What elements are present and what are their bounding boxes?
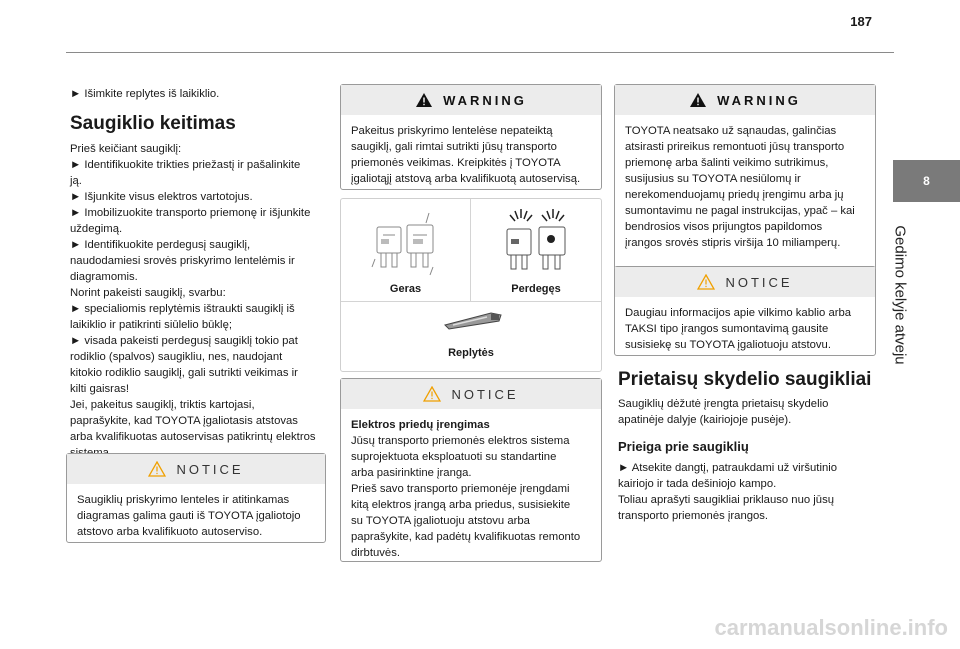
warning-triangle-icon	[689, 92, 707, 108]
section-body: Prieš keičiant saugiklį: ► Identifikuokite trikties priežastį ir pašalinkite ją. ► Išjunkite visus elektros vartotojus. ► Imobilizuokite transporto priemonę ir išjunkite uždegimą. ► Identifikuokite perdegusį saugiklį, naudodamiesi srovės priskyrimo lentelėmis ir diagramomis. Norint pakeisti saugiklį, svarbu: ► specialiomis replytėmis ištraukti saugiklį iš laikiklio ir patikrinti siūlelio būklę; ► visada pakeisti perdegusį saugiklį tokio pat rodiklio (spalvos) saugikliu, nes, naudojant kitokio rodiklio saugiklį, gali sutrikti veikimas ir kilti gaisras! Jei, pakeitus saugiklį, triktis kartojasi, paprašykite, kad TOYOTA įgaliotasis atstovas arba kvalifikuotas autoservisas patikrintų elektros	[70, 143, 316, 443]
dashboard-fuses-section: Prietaisų skydelio saugikliai Saugiklių dėžutė įrengta prietaisų skydelio apatinėje dalyje (kairiojoje pusėje). Prieiga prie saugiklių ► Atsekite dangtį, patraukdami už viršutinio kairiojo ir tada dešiniojo kampo. Toliau aprašyti saugikliai priklauso nuo jūsų transporto priemonės įrangos.	[618, 368, 880, 524]
warning-box-accessories	[614, 84, 876, 270]
good-fuse-label: Geras	[389, 283, 422, 295]
subsection-heading: Prieiga prie saugiklių	[618, 439, 749, 454]
notice-heading: Elektros priedų įrengimas	[351, 419, 490, 431]
notice-triangle-icon	[423, 386, 441, 402]
warning-body: Pakeitus priskyrimo lentelėse nepateiktą saugiklį, gali rimtai sutrikti jūsų transporto priemonės veikimas. Kreipkitės į TOYOTA įgaliotąjį atstovą arba kvalifikuotą autoservisą.	[351, 125, 581, 185]
notice-triangle-icon	[697, 274, 715, 290]
page-number: 187	[850, 14, 872, 29]
notice-title: NOTICE	[176, 461, 244, 477]
notice-box-fuse-tables	[66, 453, 326, 543]
good-fuse-illustration	[371, 209, 445, 277]
header-rule	[66, 52, 894, 53]
watermark: carmanualsonline.info	[714, 615, 948, 640]
fuse-figure	[340, 198, 602, 372]
notice-body: Daugiau informacijos apie vilkimo kablio arba TAKSI tipo įrangos sumontavimą gausite susisiekę su TOYOTA įgaliotuoju atstovu.	[625, 307, 852, 351]
intro-bullet: ► Išimkite replytes iš laikiklio.	[70, 88, 220, 100]
fuse-tweezers-illustration	[441, 309, 505, 333]
column-1	[70, 86, 326, 461]
blown-fuse-illustration	[501, 207, 577, 277]
warning-triangle-icon	[415, 92, 433, 108]
section-heading: Saugiklio keitimas	[70, 113, 236, 134]
warning-title: WARNING	[717, 92, 801, 108]
notice-title: NOTICE	[451, 386, 519, 402]
chapter-title: Gedimo kelyje atveju	[891, 225, 909, 365]
blown-fuse-label: Perdegęs	[511, 283, 561, 295]
notice-body: Elektros priedų įrengimas Jūsų transporto priemonės elektros sistema suprojektuota eksploatuoti su standartine arba pasirinktine įranga. Prieš savo transporto priemonėje įrengdami kitą elektros įrangą arba priedus, susisiekite su TOYOTA įgaliotuoju atstovu arba paprašykite, kad padėtų kvalifikuotas remonto dirbtuvės.	[341, 409, 601, 569]
notice-title: NOTICE	[725, 274, 793, 290]
notice-box-accessories	[340, 378, 602, 562]
warning-title: WARNING	[443, 92, 527, 108]
notice-box-towbar	[614, 266, 876, 356]
warning-box-fuse	[340, 84, 602, 190]
section-heading: Prietaisų skydelio saugikliai	[618, 369, 872, 390]
notice-body: Saugiklių priskyrimo lenteles ir atitinkamas diagramas galima gauti iš TOYOTA įgaliotojo atstovo arba kvalifikuoto autoserviso.	[77, 494, 301, 538]
tweezers-label: Replytės	[448, 347, 494, 359]
chapter-tab: 8	[893, 160, 960, 202]
notice-triangle-icon	[148, 461, 166, 477]
warning-body: TOYOTA neatsako už sąnaudas, galinčias atsirasti prireikus remontuoti jūsų transporto priemonę arba šalinti veikimo sutrikimus, susijusius su TOYOTA nesiūlomų ir nerekomenduojamų priedų įrengimu arba jų sumontavimu ne pagal instrukcijas, ypač – kai bendrosios visos prijungtos papildomos įrangos srovės stipris viršija 10 miliamperų.	[625, 125, 855, 249]
